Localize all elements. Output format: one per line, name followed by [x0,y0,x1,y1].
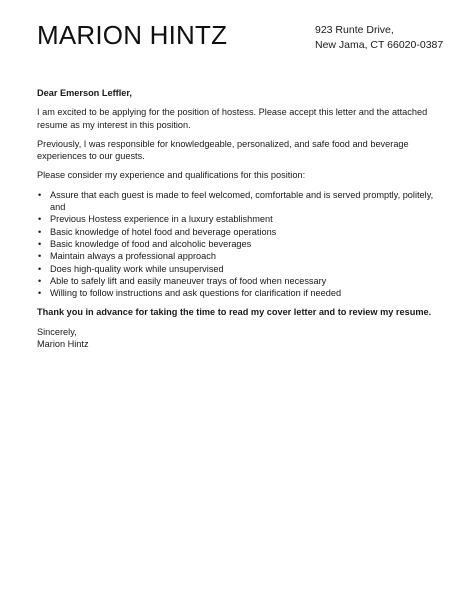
list-item [37,275,437,287]
paragraph-intro: I am excited to be applying for the position of hostess. Please accept this letter and the attached resume as my interest in this position. [37,107,428,130]
address-line-1: 923 Runte Drive, [315,24,394,36]
list-item [37,263,437,275]
list-item [37,189,437,214]
address-line-2: New Jama, CT 66020-0387 [315,39,444,51]
bullet-icon: • [38,226,42,237]
closing-text: Sincerely, [37,326,77,337]
list-item [37,287,437,299]
paragraph-experience: Previously, I was responsible for knowledgeable, personalized, and safe food and beverage experiences to our guests. [37,138,409,162]
bullet-icon: • [38,251,42,262]
applicant-name: MARION HINTZ [37,20,228,50]
list-item [37,238,437,250]
list-item-text: Previous Hostess experience in a luxury establishment [50,214,273,225]
bullet-icon: • [38,275,42,286]
signature-name: Marion Hintz [37,339,89,350]
list-item [37,250,437,262]
list-item [37,226,437,238]
list-item [37,213,437,225]
list-item-text: Basic knowledge of food and alcoholic beverages [50,238,252,249]
bullet-icon: • [38,263,42,274]
applicant-address [315,23,443,53]
list-item-text: Willing to follow instructions and ask questions for clarification if needed [50,288,342,299]
list-item-text: Maintain always a professional approach [50,251,216,262]
closing-block [37,326,437,351]
paragraph-qualifications-lead: Please consider my experience and qualifications for this position: [37,170,306,181]
qualifications-list [37,189,437,300]
list-item-text: Basic knowledge of hotel food and beverage operations [50,226,277,237]
thank-you-line: Thank you in advance for taking the time to read my cover letter and to review my resume. [37,307,432,318]
list-item-text: Assure that each guest is made to feel welcomed, comfortable and is served promptly, politely, and [50,189,434,213]
list-item-text: Does high-quality work while unsupervised [50,263,224,274]
salutation: Dear Emerson Leffler, [37,88,132,98]
bullet-icon: • [38,238,42,249]
bullet-icon: • [38,214,42,225]
bullet-icon: • [38,189,42,200]
bullet-icon: • [38,288,42,299]
letter-body [37,87,437,350]
list-item-text: Able to safely lift and easily maneuver trays of food when necessary [50,275,327,286]
